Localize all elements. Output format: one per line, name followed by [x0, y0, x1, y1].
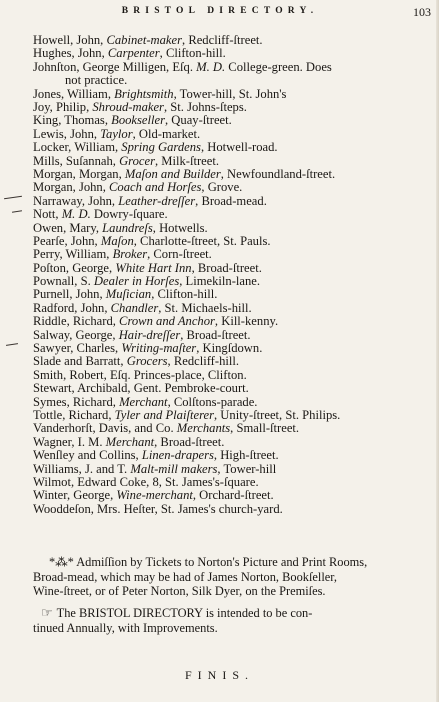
entry-trade: Spring Gardens	[121, 140, 201, 155]
entry-address: , Broad-ſtreet.	[191, 260, 262, 275]
entry-name: Symes, Richard,	[33, 394, 120, 409]
entry-address: , Grove.	[201, 180, 243, 195]
entry-trade: Carpenter	[107, 46, 160, 61]
directory-entry	[33, 208, 433, 221]
entry-name: Locker, William,	[33, 140, 122, 155]
entry-address: , Hotwell-road.	[200, 140, 278, 155]
entry-trade: Linen-drapers	[141, 448, 214, 463]
directory-entry	[33, 342, 433, 355]
entry-trade: Dealer in Horſes	[93, 274, 180, 289]
directory-entry	[33, 275, 433, 288]
entry-trade: Muſician	[105, 287, 152, 302]
entry-address: , Orchard-ſtreet.	[192, 488, 274, 503]
entry-name: Nott,	[33, 207, 62, 222]
entry-address: , Corn-ſtreet.	[147, 247, 212, 262]
entry-address: , High-ſtreet.	[213, 448, 279, 463]
entry-trade: Leather-dreſſer	[118, 193, 196, 208]
entry-name: Mills, Suſannah,	[33, 153, 120, 168]
entry-address: , St. Johns-ſteps.	[163, 99, 247, 114]
admission-note-line: *⁂* Admiſſion by Tickets to Norton's Picture and Print Rooms,	[49, 555, 368, 569]
entry-address: , Charlotte-ſtreet, St. Pauls.	[133, 233, 271, 248]
entry-name: Purnell, John,	[33, 287, 106, 302]
directory-entry	[33, 503, 433, 516]
entry-trade: Hair-dreſſer	[118, 327, 181, 342]
entry-name: Williams, J. and T.	[33, 461, 131, 476]
entry-address: , Clifton-hill.	[159, 46, 226, 61]
entry-name: Narraway, John,	[33, 193, 119, 208]
directory-entries	[33, 34, 433, 516]
entry-address: , Broad-ſtreet.	[180, 327, 251, 342]
entry-trade: Merchant	[119, 394, 168, 409]
entry-trade: Brightsmith	[114, 86, 174, 101]
continuation-note-line: tinued Annually, with Improvements.	[33, 620, 218, 635]
entry-address: , Tower-hill, St. John's	[173, 86, 287, 101]
entry-address: , Colſtons-parade.	[167, 394, 258, 409]
continuation-note	[33, 606, 433, 636]
entry-address: , Broad-mead.	[195, 193, 267, 208]
continuation-note-line: ☞ The BRISTOL DIRECTORY is intended to be con-	[41, 605, 313, 620]
entry-trade: Maſon	[100, 233, 134, 248]
directory-entry	[33, 88, 433, 101]
entry-trade: M. D.	[61, 207, 91, 222]
entry-address: , Redcliff-ſtreet.	[182, 33, 263, 47]
entry-name: Sawyer, Charles,	[33, 341, 122, 356]
directory-entry	[33, 181, 433, 194]
directory-entry	[33, 329, 433, 342]
entry-continuation: not practice.	[65, 73, 128, 88]
finis: FINIS.	[184, 668, 254, 682]
entry-trade: Tyler and Plaiſterer	[114, 407, 214, 422]
directory-entry	[33, 396, 433, 409]
entry-trade: Malt-mill makers	[130, 461, 218, 476]
entry-name: Morgan, Morgan,	[33, 166, 125, 181]
directory-entry	[33, 409, 433, 422]
running-head	[0, 6, 439, 20]
directory-entry	[33, 141, 433, 154]
entry-name: Stewart, Archibald, Gent. Pembroke-court.	[33, 381, 249, 396]
directory-entry	[33, 34, 433, 47]
entry-name: Hughes, John,	[33, 46, 108, 61]
entry-address: , Clifton-hill.	[151, 287, 218, 302]
entry-address: , Quay-ſtreet.	[165, 113, 232, 128]
entry-name: King, Thomas,	[33, 113, 112, 128]
entry-address: , Broad-ſtreet.	[154, 434, 225, 449]
entry-address: Dowry-ſquare.	[90, 207, 168, 222]
entry-trade: Broker	[112, 247, 148, 262]
directory-entry	[33, 302, 433, 315]
entry-address: , Unity-ſtreet, St. Philips.	[214, 407, 341, 422]
entry-name: Wooddeſon, Mrs. Heſter, St. James's church-yard.	[33, 501, 283, 516]
page-number: 103	[413, 5, 431, 19]
entry-address: , Small-ſtreet.	[230, 421, 300, 436]
admission-note	[33, 555, 433, 599]
entry-address: , St. Michaels-hill.	[158, 300, 252, 315]
entry-address: , Redcliff-hill.	[167, 354, 240, 369]
directory-entry	[33, 155, 433, 168]
entry-trade: Laundreſs	[102, 220, 153, 235]
entry-name: Johnſton, George Milligen, Eſq.	[33, 59, 197, 74]
directory-entry	[33, 47, 433, 60]
entry-name: Joy, Philip,	[33, 99, 93, 114]
margin-mark	[4, 196, 22, 199]
directory-entry	[33, 262, 433, 275]
entry-trade: M. D.	[196, 59, 226, 74]
directory-entry	[33, 369, 433, 382]
directory-entry	[33, 489, 433, 502]
entry-name: Jones, William,	[33, 86, 115, 101]
entry-trade: Writing-maſter	[121, 341, 197, 356]
directory-entry	[33, 248, 433, 261]
entry-address: , Newfoundland-ſtreet.	[220, 166, 336, 181]
margin-mark	[6, 343, 18, 346]
entry-name: Wenſley and Collins,	[33, 448, 142, 463]
directory-entry	[33, 449, 433, 462]
entry-address: , Kingſdown.	[196, 341, 263, 356]
entry-address: , Old-market.	[132, 126, 201, 141]
entry-name: Owen, Mary,	[33, 220, 103, 235]
entry-trade: Shroud-maker	[92, 99, 164, 114]
entry-name: Perry, William,	[33, 247, 113, 262]
directory-entry	[33, 315, 433, 328]
entry-name: Slade and Barratt,	[33, 354, 127, 369]
entry-trade: Wine-merchant	[116, 488, 193, 503]
directory-entry	[33, 101, 433, 114]
entry-trade: Bookseller	[111, 113, 165, 128]
directory-entry	[33, 463, 433, 476]
directory-entry	[33, 288, 433, 301]
entry-address: , Tower-hill	[217, 461, 277, 476]
directory-entry	[33, 128, 433, 141]
entry-trade: Chandler	[110, 300, 159, 315]
entry-trade: Merchant	[105, 434, 155, 449]
asterism-icon: *⁂*	[49, 555, 74, 569]
entry-name: Tottle, Richard,	[33, 407, 115, 422]
directory-entry	[33, 382, 433, 395]
entry-name: Lewis, John,	[33, 126, 101, 141]
running-title: BRISTOL DIRECTORY.	[121, 6, 319, 16]
entry-trade: Grocer	[119, 153, 155, 168]
entry-trade: Crown and Anchor	[119, 314, 215, 329]
entry-address: , Kill-kenny.	[214, 314, 279, 329]
entry-name: Riddle, Richard,	[33, 314, 120, 329]
entry-name: Winter, George,	[33, 488, 117, 503]
entry-trade: White Hart Inn	[115, 260, 192, 275]
directory-entry	[33, 436, 433, 449]
entry-name: Smith, Robert, Eſq. Princes-place, Clifton.	[33, 367, 247, 382]
entry-name: Wagner, I. M.	[33, 434, 106, 449]
directory-entry	[33, 61, 433, 88]
entry-name: Vanderhorſt, Davis, and Co.	[33, 421, 177, 436]
directory-entry	[33, 476, 433, 489]
directory-entry	[33, 355, 433, 368]
directory-entry	[33, 235, 433, 248]
entry-trade: Coach and Horſes	[109, 180, 202, 195]
entry-name: Wilmot, Edward Coke, 8, St. James's-ſquare.	[33, 474, 259, 489]
admission-note-line: Broad-mead, which may be had of James Norton, Bookſeller,	[33, 569, 338, 584]
entry-address: , Milk-ſtreet.	[154, 153, 219, 168]
entry-address: , Limekiln-lane.	[179, 274, 261, 289]
directory-entry	[33, 114, 433, 127]
entry-name: Pearſe, John,	[33, 233, 101, 248]
entry-name: Howell, John,	[33, 33, 107, 47]
entry-name: Radford, John,	[33, 300, 111, 315]
entry-address: , Hotwells.	[152, 220, 208, 235]
entry-trade: Cabinet-maker	[106, 33, 183, 47]
entry-address: College-green. Does	[225, 59, 332, 74]
directory-entry	[33, 195, 433, 208]
directory-entry	[33, 168, 433, 181]
entry-trade: Taylor	[100, 126, 133, 141]
entry-trade: Grocers	[126, 354, 168, 369]
admission-note-line: Wine-ſtreet, or of Peter Norton, Silk Dyer, on the Premiſes.	[33, 584, 326, 599]
pointing-hand-icon: ☞	[41, 605, 53, 620]
entry-name: Morgan, John,	[33, 180, 110, 195]
entry-trade: Maſon and Builder	[124, 166, 221, 181]
entry-name: Pownall, S.	[33, 274, 94, 289]
entry-name: Poſton, George,	[33, 260, 116, 275]
margin-mark	[12, 210, 22, 212]
entry-trade: Merchants	[176, 421, 231, 436]
directory-entry	[33, 222, 433, 235]
entry-name: Salway, George,	[33, 327, 119, 342]
directory-entry	[33, 422, 433, 435]
